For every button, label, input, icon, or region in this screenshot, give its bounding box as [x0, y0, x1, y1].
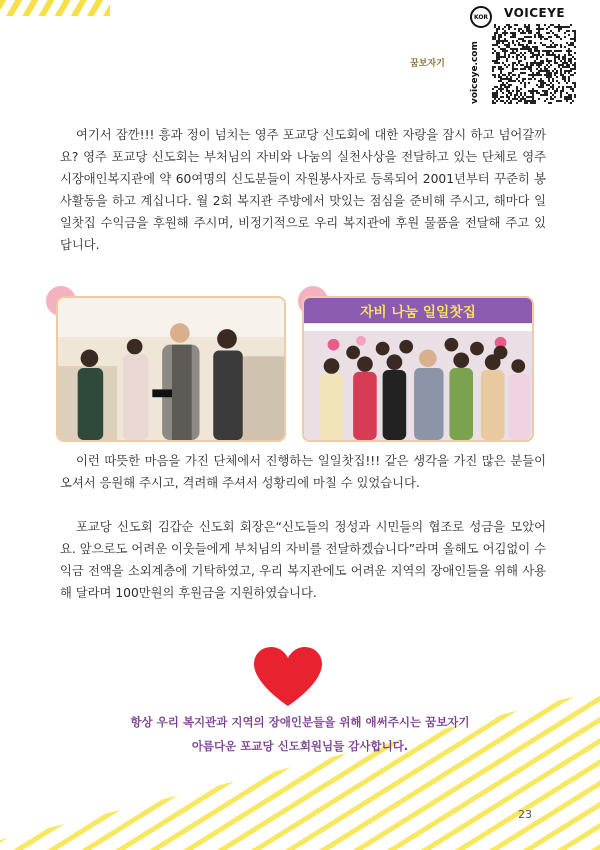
- closing-message-line-1: 항상 우리 복지관과 지역의 장애인분들을 위해 애써주시는 꿈보자기: [130, 715, 470, 729]
- photo-banner-text: 자비 나눔 일일찻집: [360, 304, 476, 321]
- section-label: 꿈보자기: [410, 59, 445, 69]
- top-stripe-decoration: [0, 0, 110, 16]
- heart-icon: [252, 646, 324, 708]
- photo-donation-illustration: [58, 298, 284, 440]
- body-paragraph-donation: 포교당 신도회 김갑순 신도회 회장은“신도들의 정성과 시민들의 협조로 성금을 모았어요. 앞으로도 어려운 이웃들에게 부처님의 자비를 전달하겠습니다”라며 올해도 어김없이 수익금 전액을 소외계층에 기탁하였고, 우리 복지관에도 어려운 지역의 장애인들을 위해 사용해 달라며 100만원의 후원금을 지원하였습니다.: [60, 520, 546, 600]
- kor-badge: KOR: [470, 6, 492, 28]
- voiceye-url: voiceye.com: [470, 41, 480, 104]
- body-paragraph-intro: 여기서 잠깐!!! 흥과 정이 넘치는 영주 포교당 신도회에 대한 자랑을 잠시 하고 넘어갈까요? 영주 포교당 신도회는 부처님의 자비와 나눔의 실천사상을 전달하고 있는 단체로 영주시장애인복지관에 약 60여명의 신도분들이 자원봉사자로 등록되어 2001년부터 꾸준히 봉사활동을 하고 계십니다. 월 2회 복지관 주방에서 맛있는 점심을 준비해 주시고, 해마다 일일찻집 수익금을 후원해 주시며, 비정기적으로 우리 복지관에 후원 물품을 전달해 주고 있답니다.: [60, 128, 546, 252]
- body-paragraph-tea-house: 이런 따뜻한 마음을 가진 단체에서 진행하는 일일찻집!!! 같은 생각을 가진 많은 분들이 오셔서 응원해 주시고, 격려해 주셔서 성황리에 마칠 수 있었습니다.: [60, 454, 546, 490]
- closing-message-line-2: 아름다운 포교당 신도회원님들 감사합니다.: [191, 739, 409, 753]
- voiceye-brand: VOICEYE: [504, 6, 566, 20]
- page-number: 23: [518, 808, 532, 821]
- photo-group-illustration: [304, 298, 532, 440]
- photo-group-tea-house: [302, 296, 534, 442]
- photo-donation-handover: [56, 296, 286, 442]
- qr-code-icon: [492, 24, 576, 104]
